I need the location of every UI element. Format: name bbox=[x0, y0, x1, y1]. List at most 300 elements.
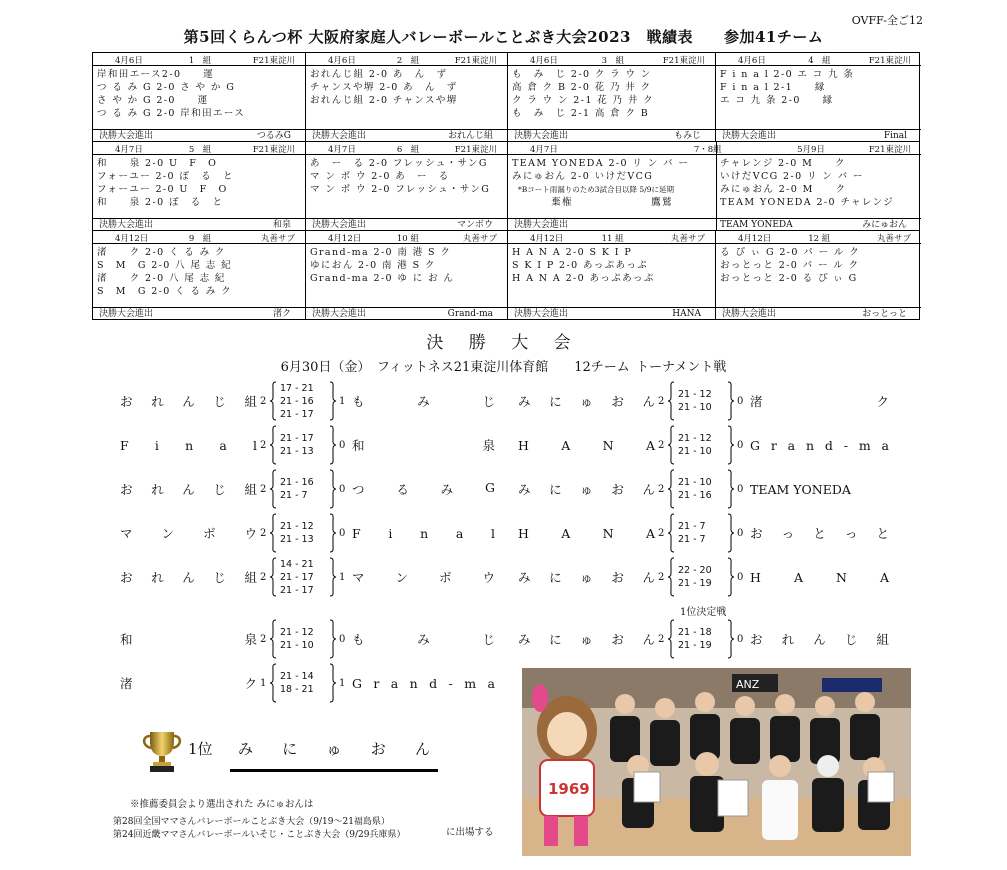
set-score: 21 - 12 bbox=[678, 389, 712, 400]
set-score: 14 - 21 bbox=[280, 558, 314, 570]
advance-label: 決勝大会進出 bbox=[312, 131, 367, 141]
team-char: じ bbox=[844, 632, 858, 647]
team-b-text bbox=[750, 570, 889, 585]
team-char: ク bbox=[876, 394, 889, 409]
score-a: 2 bbox=[260, 571, 267, 583]
group-results bbox=[508, 155, 921, 215]
result-line: フォーユー 2-0 U F O bbox=[97, 184, 228, 195]
set-score: 22 - 20 bbox=[678, 565, 712, 576]
team-char: ん bbox=[642, 394, 655, 409]
team-char: F bbox=[352, 525, 361, 541]
score-a: 2 bbox=[658, 571, 665, 583]
team-char: 組 bbox=[244, 570, 257, 585]
team-char: N bbox=[602, 437, 614, 453]
group-date: 4月6日 bbox=[738, 56, 766, 66]
set-score: 21 - 19 bbox=[678, 578, 712, 589]
team-char: に bbox=[549, 570, 562, 585]
result-line: あ ー る 2-0 フレッシュ・サンG bbox=[310, 158, 488, 169]
team-char: n bbox=[185, 437, 194, 453]
score-b: 1 bbox=[339, 571, 346, 583]
team-b-text bbox=[750, 392, 889, 410]
team-b bbox=[750, 379, 889, 423]
team-char: お bbox=[120, 394, 133, 409]
team-char: お bbox=[120, 482, 133, 497]
team-char: お bbox=[611, 570, 624, 585]
set-score: 21 - 12 bbox=[678, 433, 712, 444]
result-line: S K I P 2-0 あっぷあっぷ bbox=[512, 260, 649, 271]
group-results bbox=[93, 66, 305, 120]
team-char: N bbox=[602, 525, 614, 541]
team-char: ん bbox=[642, 482, 655, 497]
team-char: っ bbox=[844, 526, 858, 541]
score-b: 0 bbox=[737, 439, 744, 451]
result-line: フォーユー 2-0 ぽ る と bbox=[97, 171, 234, 182]
team-char: A bbox=[645, 525, 655, 541]
team-char: 和 bbox=[352, 438, 365, 453]
team-char: お bbox=[611, 632, 624, 647]
result-line: みにゅおん 2-0 いけだVCG bbox=[512, 171, 654, 182]
group-venue: 丸善サブ bbox=[462, 234, 497, 244]
result-line: Grand-ma 2-0 南 港 S ク bbox=[310, 247, 452, 258]
team-a bbox=[518, 379, 655, 423]
group-cell bbox=[306, 231, 508, 320]
group-date: 4月7日 bbox=[115, 145, 143, 155]
group-cell bbox=[508, 142, 921, 231]
team-a-text bbox=[518, 392, 655, 410]
result-line: つ る み G 2-0 さ や か G bbox=[97, 82, 236, 93]
advance-label: 決勝大会進出 bbox=[722, 131, 777, 141]
team-char: r bbox=[770, 437, 777, 453]
match bbox=[0, 467, 1007, 511]
team-char: 組 bbox=[876, 632, 889, 647]
team-char: れ bbox=[781, 632, 795, 647]
group-cell bbox=[716, 231, 921, 320]
team-char: F bbox=[120, 437, 129, 453]
result-line: 和 泉 2-0 U F O bbox=[97, 158, 218, 169]
team-char: ゅ bbox=[580, 394, 593, 409]
team-char: じ bbox=[482, 394, 495, 409]
team-b bbox=[750, 555, 889, 599]
advance-team: Final bbox=[883, 131, 907, 141]
group-date: 4月6日 bbox=[328, 56, 356, 66]
set-score: 21 - 16 bbox=[280, 477, 314, 488]
group-results bbox=[508, 66, 715, 120]
match bbox=[0, 555, 1007, 599]
team-photo bbox=[522, 668, 911, 856]
group-cell bbox=[716, 53, 921, 142]
result-line: H A N A 2-0 あっぷあっぷ bbox=[512, 273, 655, 284]
advance-team: TEAM YONEDA bbox=[720, 220, 793, 230]
result-line: TEAM YONEDA 2-0 チャレンジ bbox=[720, 197, 895, 208]
team-char: っ bbox=[781, 526, 795, 541]
group-date: 4月6日 bbox=[530, 56, 558, 66]
group-name: 4 組 bbox=[808, 56, 831, 66]
note-tournaments bbox=[113, 816, 405, 842]
group-cell bbox=[93, 231, 306, 320]
team-char: み bbox=[417, 394, 430, 409]
team-char: お bbox=[611, 482, 624, 497]
result-line: ゆにおん 2-0 南 港 S ク bbox=[310, 260, 436, 271]
score-bracket bbox=[667, 511, 675, 555]
advance-label: 決勝大会進出 bbox=[99, 309, 154, 319]
group-name: 9 組 bbox=[188, 234, 212, 244]
score-a: 2 bbox=[658, 633, 665, 645]
group-results bbox=[716, 244, 921, 285]
playoff-label: 1位決定戦 bbox=[680, 607, 727, 618]
group-venue: F21東淀川 bbox=[868, 56, 911, 66]
result-line: Grand-ma 2-0 ゆ に お ん bbox=[310, 273, 455, 284]
group-results bbox=[508, 244, 715, 285]
result-line: 岸和田エース2-0 運 bbox=[97, 69, 215, 80]
note-tournament-national: 第28回全国ママさんバレーボールことぶき大会（9/19〜21福島県） bbox=[113, 817, 390, 827]
group-venue: F21東淀川 bbox=[252, 145, 295, 155]
team-b bbox=[750, 467, 889, 511]
winner-underline bbox=[230, 769, 438, 772]
result-line: おっとっと 2-0 る ぴ ぃ G bbox=[720, 273, 858, 284]
result-line: みにゅおん 2-0 M ク bbox=[720, 184, 847, 195]
team-a bbox=[518, 511, 655, 555]
winner-rank: 1位 bbox=[188, 740, 213, 758]
team-char: a bbox=[881, 437, 889, 453]
advance-label: 決勝大会進出 bbox=[99, 220, 154, 230]
result-line: も み じ 2-0 ク ラ ウ ン bbox=[512, 69, 652, 80]
result-line: 高 倉 ク B 2-0 花 乃 井 ク bbox=[512, 82, 652, 93]
group-name: 11 組 bbox=[601, 234, 624, 244]
team-char: 和 bbox=[120, 632, 133, 647]
postpone-note: *Bコート雨漏りのため3試合目以降 5/9に延期 bbox=[518, 185, 674, 194]
set-score: 21 - 16 bbox=[280, 395, 314, 407]
advance-label: 決勝大会進出 bbox=[514, 131, 569, 141]
team-char: お bbox=[750, 632, 763, 647]
team-char: お bbox=[120, 570, 133, 585]
group-name: 10 組 bbox=[396, 234, 419, 244]
team-char: み bbox=[518, 394, 531, 409]
team-char: i bbox=[154, 437, 159, 453]
team-b-text bbox=[750, 482, 889, 497]
group-results bbox=[716, 66, 921, 107]
team-char: a bbox=[487, 675, 495, 691]
group-venue: F21東淀川 bbox=[454, 145, 497, 155]
group-date: 4月7日 bbox=[328, 145, 356, 155]
team-b bbox=[750, 423, 889, 467]
team-char: N bbox=[836, 569, 847, 585]
team-char: 泉 bbox=[244, 632, 257, 647]
group-name: 1 組 bbox=[188, 56, 212, 66]
result-line: TEAM YONEDA 2-0 リ ン バ ー bbox=[512, 158, 690, 169]
team-char: ボ bbox=[438, 570, 452, 585]
set-scores bbox=[678, 555, 730, 599]
team-char: に bbox=[549, 394, 562, 409]
group-date: 4月7日 bbox=[530, 145, 558, 155]
group-header bbox=[93, 231, 305, 244]
team-a-text bbox=[518, 568, 655, 586]
group-row bbox=[93, 53, 919, 142]
team-char: れ bbox=[151, 394, 164, 409]
team-char: n bbox=[420, 525, 429, 541]
score-bracket bbox=[667, 423, 675, 467]
set-score: 21 - 12 bbox=[280, 521, 314, 532]
group-date-2: 5月9日 bbox=[797, 145, 825, 155]
team-char: a bbox=[787, 437, 796, 453]
group-header bbox=[93, 53, 305, 66]
set-score: 21 - 17 bbox=[280, 584, 314, 596]
result-line: マ ン ボ ウ 2-0 あ ー る bbox=[310, 171, 450, 182]
advance-team: もみじ bbox=[673, 131, 701, 141]
result-line: も み じ 2-1 高 倉 ク B bbox=[512, 108, 650, 119]
set-scores bbox=[678, 511, 730, 555]
note-recommendation: ※推薦委員会より選出された みにゅおんは bbox=[130, 799, 314, 810]
score-b: 0 bbox=[737, 395, 744, 407]
score-b: 0 bbox=[339, 439, 346, 451]
group-venue: F21東淀川 bbox=[868, 145, 911, 155]
team-char: a bbox=[455, 525, 464, 541]
score-bracket bbox=[667, 467, 675, 511]
set-score: 21 - 13 bbox=[280, 534, 314, 545]
team-char: 組 bbox=[244, 394, 257, 409]
team-char: H bbox=[518, 437, 529, 453]
team-a bbox=[518, 423, 655, 467]
group-date: 4月6日 bbox=[115, 56, 143, 66]
group-header bbox=[508, 231, 715, 244]
score-bracket-right bbox=[727, 617, 735, 661]
result-line: S M G 2-0 八 尾 志 紀 bbox=[97, 260, 233, 271]
set-score: 21 - 7 bbox=[678, 534, 706, 545]
team-char: A bbox=[561, 525, 571, 541]
group-row bbox=[93, 142, 919, 231]
set-score: 21 - 10 bbox=[280, 640, 314, 651]
group-results-7 bbox=[512, 157, 712, 209]
group-header bbox=[306, 231, 507, 244]
team-char: i bbox=[388, 525, 393, 541]
match bbox=[0, 423, 1007, 467]
group-name: 6 組 bbox=[396, 145, 420, 155]
team-b bbox=[750, 617, 889, 661]
team-char: ウ bbox=[482, 570, 495, 585]
team-char: m bbox=[464, 675, 477, 691]
winner-char: ん bbox=[414, 740, 430, 758]
group-results bbox=[306, 155, 507, 196]
group-footer bbox=[716, 307, 921, 320]
team-char: H bbox=[518, 525, 529, 541]
set-scores bbox=[280, 661, 332, 705]
result-line: る ぴ ぃ G 2-0 パ ー ル ク bbox=[720, 247, 861, 258]
document-code: OVFF-全ご12 bbox=[851, 14, 923, 27]
team-char: G bbox=[484, 480, 495, 495]
team-char: ん bbox=[813, 632, 826, 647]
team-char: n bbox=[805, 437, 815, 453]
team-char: れ bbox=[151, 570, 164, 585]
team-char: l bbox=[490, 525, 495, 541]
set-score: 21 - 17 bbox=[280, 408, 314, 420]
score-a: 2 bbox=[260, 483, 267, 495]
set-score: 21 - 10 bbox=[678, 446, 712, 457]
group-header bbox=[508, 142, 921, 155]
team-char: ん bbox=[182, 570, 195, 585]
team-char: み bbox=[417, 632, 430, 647]
result-line: 和 泉 2-0 ぽ る と bbox=[97, 197, 224, 208]
result-line: エ コ 九 条 2-0 縁 bbox=[720, 95, 834, 106]
set-score: 21 - 10 bbox=[678, 402, 712, 413]
group-results-table bbox=[92, 52, 920, 320]
advance-label: 決勝大会進出 bbox=[312, 309, 367, 319]
set-scores bbox=[678, 423, 730, 467]
group-cell bbox=[93, 53, 306, 142]
group-results-8 bbox=[720, 157, 917, 209]
mascot-text: 1969 bbox=[548, 780, 590, 798]
finals-title: 決 勝 大 会 bbox=[426, 333, 581, 353]
team-char: れ bbox=[151, 482, 164, 497]
team-char: 泉 bbox=[482, 438, 495, 453]
team-char: ク bbox=[244, 676, 257, 691]
team-char: み bbox=[518, 482, 531, 497]
group-cell bbox=[508, 231, 716, 320]
score-a: 2 bbox=[658, 483, 665, 495]
score-bracket-right bbox=[727, 467, 735, 511]
result-line: ク ラ ウ ン 2-1 花 乃 井 ク bbox=[512, 95, 655, 106]
advance-team-2: みにゅおん bbox=[862, 220, 907, 230]
result-line: おれんじ組 2-0 チャンスや堺 bbox=[310, 95, 458, 106]
score-a: 1 bbox=[260, 677, 267, 689]
set-score: 17 - 21 bbox=[280, 382, 314, 394]
result-line: チャンスや堺 2-0 あ ん ず bbox=[310, 82, 458, 93]
group-results bbox=[306, 244, 507, 285]
set-score: 21 - 7 bbox=[678, 521, 706, 532]
result-line: いけだVCG 2-0 リ ン バ ー bbox=[720, 171, 864, 182]
score-b: 0 bbox=[339, 633, 346, 645]
team-char: A bbox=[879, 569, 889, 585]
group-venue: F21東淀川 bbox=[662, 56, 705, 66]
advance-team: マンボウ bbox=[456, 220, 493, 230]
result-line: F i n a l 2-1 縁 bbox=[720, 82, 826, 93]
score-bracket-right bbox=[727, 511, 735, 555]
team-char: と bbox=[813, 526, 826, 541]
group-row bbox=[93, 231, 919, 320]
score-bracket bbox=[667, 379, 675, 423]
team-a-text bbox=[120, 674, 257, 692]
group-date: 4月12日 bbox=[115, 234, 149, 244]
advance-team: 渚ク bbox=[272, 309, 291, 319]
score-a: 2 bbox=[658, 527, 665, 539]
trophy-icon bbox=[140, 728, 184, 774]
team-char: じ bbox=[213, 394, 226, 409]
group-venue: 丸善サブ bbox=[260, 234, 295, 244]
team-b-text bbox=[750, 438, 889, 453]
winner-char: お bbox=[370, 740, 386, 758]
set-score: 21 - 16 bbox=[678, 490, 712, 501]
team-a-text bbox=[518, 480, 655, 498]
team-char: A bbox=[561, 437, 571, 453]
group-header bbox=[306, 53, 507, 66]
advance-team: 和泉 bbox=[272, 220, 291, 230]
team-a-text bbox=[518, 526, 655, 541]
score-b: 1 bbox=[339, 395, 346, 407]
set-score: 18 - 21 bbox=[280, 684, 314, 695]
set-score: 21 - 13 bbox=[280, 446, 314, 457]
team-char: お bbox=[750, 526, 763, 541]
result-line: さ や か G 2-0 運 bbox=[97, 95, 209, 106]
group-header bbox=[716, 53, 921, 66]
group-results bbox=[306, 66, 507, 107]
team-char: マ bbox=[120, 526, 133, 541]
score-a: 2 bbox=[260, 633, 267, 645]
score-bracket-right bbox=[727, 555, 735, 599]
team-char: r bbox=[373, 675, 380, 691]
team-char: - bbox=[843, 437, 848, 453]
team-b-text bbox=[352, 676, 495, 691]
team-char: ン bbox=[395, 570, 408, 585]
team-char: じ bbox=[213, 570, 226, 585]
score-a: 2 bbox=[260, 527, 267, 539]
team-char: G bbox=[750, 437, 760, 453]
team-char: も bbox=[352, 394, 365, 409]
team-char: A bbox=[645, 437, 655, 453]
team-char: ゅ bbox=[580, 632, 593, 647]
score-bracket bbox=[667, 555, 675, 599]
team-a-text bbox=[518, 630, 655, 648]
team-char: ん bbox=[642, 570, 655, 585]
winner-char: み bbox=[238, 740, 254, 758]
advance-team: HANA bbox=[672, 309, 701, 319]
team-char: a bbox=[390, 675, 399, 691]
photo-banner: ANZ bbox=[736, 678, 760, 691]
team-b-text bbox=[750, 630, 889, 648]
set-score: 21 - 18 bbox=[678, 627, 712, 638]
group-date: 4月12日 bbox=[328, 234, 362, 244]
team-char: ゅ bbox=[580, 570, 593, 585]
team-char: m bbox=[858, 437, 871, 453]
set-score: 21 - 17 bbox=[280, 433, 314, 444]
score-b: 0 bbox=[737, 483, 744, 495]
result-line: マ ン ボ ウ 2-0 フレッシュ・サンG bbox=[310, 184, 491, 195]
group-header bbox=[306, 142, 507, 155]
score-bracket bbox=[269, 661, 277, 705]
team-char: d bbox=[429, 675, 438, 691]
set-score: 21 - 10 bbox=[678, 477, 712, 488]
group-venue: 丸善サブ bbox=[876, 234, 911, 244]
group-cell bbox=[306, 53, 508, 142]
group-date: 4月12日 bbox=[738, 234, 772, 244]
forfeit-team: 鷹鷲 bbox=[651, 197, 673, 208]
team-char: G bbox=[352, 675, 362, 691]
team-char: TEAM YONEDA bbox=[750, 481, 851, 497]
team-char: に bbox=[549, 482, 562, 497]
team-char: a bbox=[219, 437, 227, 453]
set-score: 21 - 17 bbox=[280, 571, 314, 583]
team-a bbox=[120, 661, 257, 705]
team-char: つ bbox=[352, 482, 365, 497]
result-line: チャレンジ 2-0 M ク bbox=[720, 158, 846, 169]
forfeit-line bbox=[512, 196, 712, 209]
team-b-text bbox=[750, 524, 889, 542]
score-b: 0 bbox=[737, 571, 744, 583]
team-char: と bbox=[876, 526, 889, 541]
group-name: 5 組 bbox=[188, 145, 212, 155]
set-scores bbox=[678, 617, 730, 661]
advance-label: 決勝大会進出 bbox=[514, 309, 569, 319]
group-footer bbox=[306, 307, 507, 320]
team-a bbox=[518, 467, 655, 511]
team-char: - bbox=[448, 675, 453, 691]
match bbox=[0, 607, 1007, 661]
team-char: ん bbox=[182, 394, 195, 409]
team-char: み bbox=[518, 632, 531, 647]
group-cell bbox=[306, 142, 508, 231]
team-char: 渚 bbox=[120, 676, 133, 691]
team-char: H bbox=[750, 569, 761, 585]
set-score: 21 - 19 bbox=[678, 640, 712, 651]
result-line: つ る み G 2-0 岸和田エース bbox=[97, 108, 246, 119]
team-char: ウ bbox=[244, 526, 257, 541]
